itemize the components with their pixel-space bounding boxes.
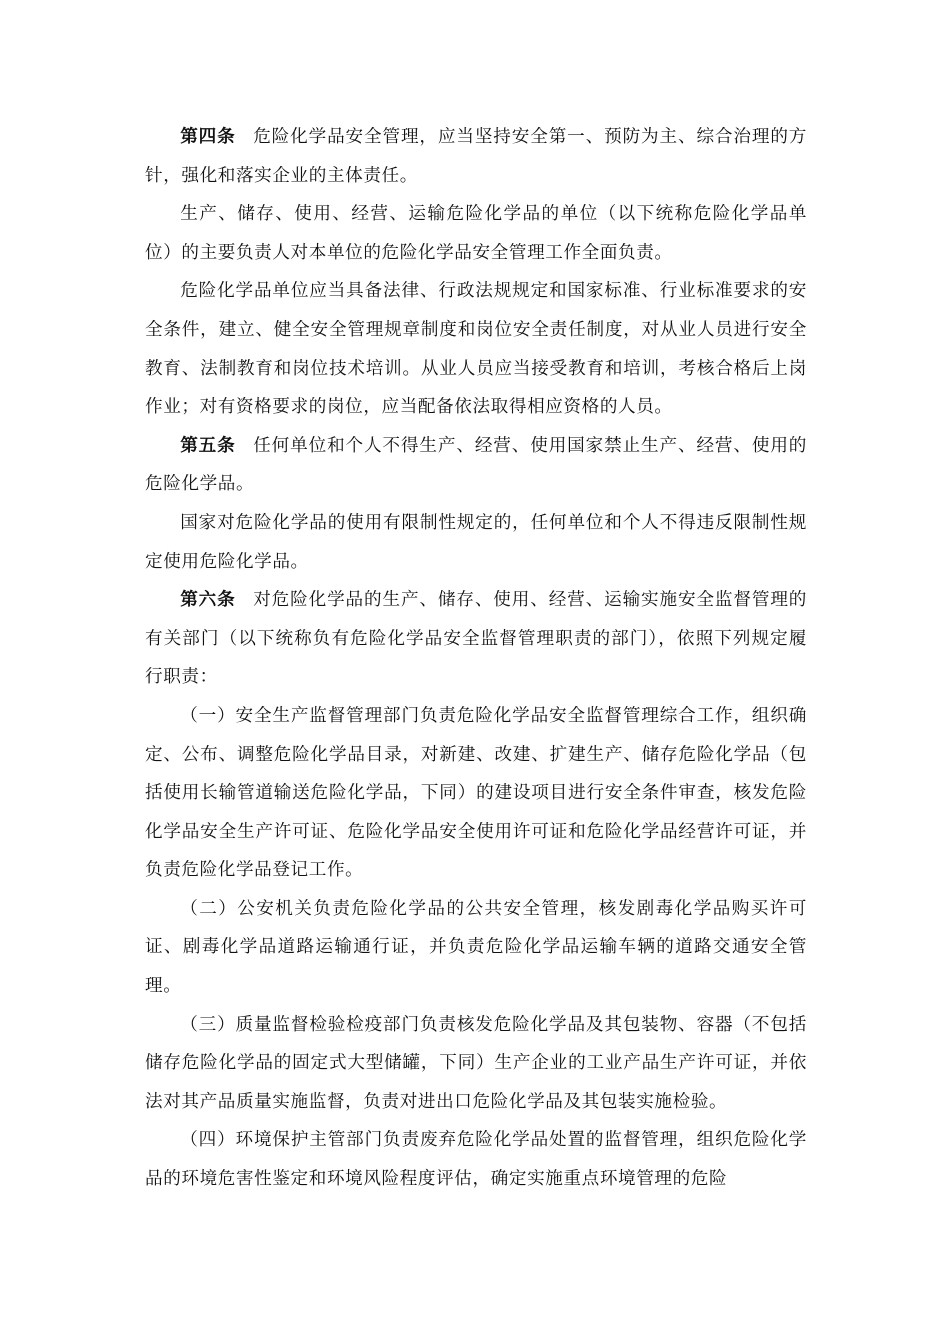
article-number: 第四条 [180,126,236,147]
paragraph [145,195,807,272]
paragraph-text: 危险化学品单位应当具备法律、行政法规规定和国家标准、行业标准要求的安全条件，建立、健全安全管理规章制度和岗位安全责任制度，对从业人员进行安全教育、法制教育和岗位技术培训。从业人员应当接受教育和培训，考核合格后上岗作业；对有资格要求的岗位，应当配备依法取得相应资格的人员。 [145,281,807,418]
paragraph-clause-1 [145,697,807,890]
paragraph-article-5 [145,427,807,504]
paragraph [145,504,807,581]
article-number: 第六条 [180,589,236,611]
paragraph [145,272,807,426]
paragraph-text: 任何单位和个人不得生产、经营、使用国家禁止生产、经营、使用的危险化学品。 [145,435,807,495]
paragraph-clause-3 [145,1006,807,1122]
paragraph-text: （一）安全生产监督管理部门负责危险化学品安全监督管理综合工作，组织确定、公布、调整危险化学品目录，对新建、改建、扩建生产、储存危险化学品（包括使用长输管道输送危险化学品，下同）的建设项目进行安全条件审查，核发危险化学品安全生产许可证、危险化学品安全使用许可证和危险化学品经营许可证，并负责危险化学品登记工作。 [145,705,807,881]
paragraph-text: 生产、储存、使用、经营、运输危险化学品的单位（以下统称危险化学品单位）的主要负责人对本单位的危险化学品安全管理工作全面负责。 [145,204,807,263]
article-number: 第五条 [180,434,236,456]
paragraph-clause-2 [145,890,807,1006]
paragraph-clause-4 [145,1121,807,1198]
paragraph-text: （三）质量监督检验检疫部门负责核发危险化学品及其包装物、容器（不包括储存危险化学品的固定式大型储罐，下同）生产企业的工业产品生产许可证，并依法对其产品质量实施监督，负责对进出口危险化学品及其包装实施检验。 [145,1014,807,1112]
paragraph-text: （四）环境保护主管部门负责废弃危险化学品处置的监督管理，组织危险化学品的环境危害性鉴定和环境风险程度评估，确定实施重点环境管理的危险 [145,1130,807,1190]
paragraph-text: （二）公安机关负责危险化学品的公共安全管理，核发剧毒化学品购买许可证、剧毒化学品道路运输通行证，并负责危险化学品运输车辆的道路交通安全管理。 [145,898,807,997]
paragraph-text: 国家对危险化学品的使用有限制性规定的，任何单位和个人不得违反限制性规定使用危险化学品。 [145,512,807,572]
document-body [145,118,807,1199]
paragraph-text: 对危险化学品的生产、储存、使用、经营、运输实施安全监督管理的有关部门（以下统称负有危险化学品安全监督管理职责的部门），依照下列规定履行职责： [145,590,807,688]
paragraph-text: 危险化学品安全管理，应当坚持安全第一、预防为主、综合治理的方针，强化和落实企业的主体责任。 [145,127,807,186]
paragraph-article-6 [145,581,807,697]
paragraph-article-4 [145,118,807,195]
